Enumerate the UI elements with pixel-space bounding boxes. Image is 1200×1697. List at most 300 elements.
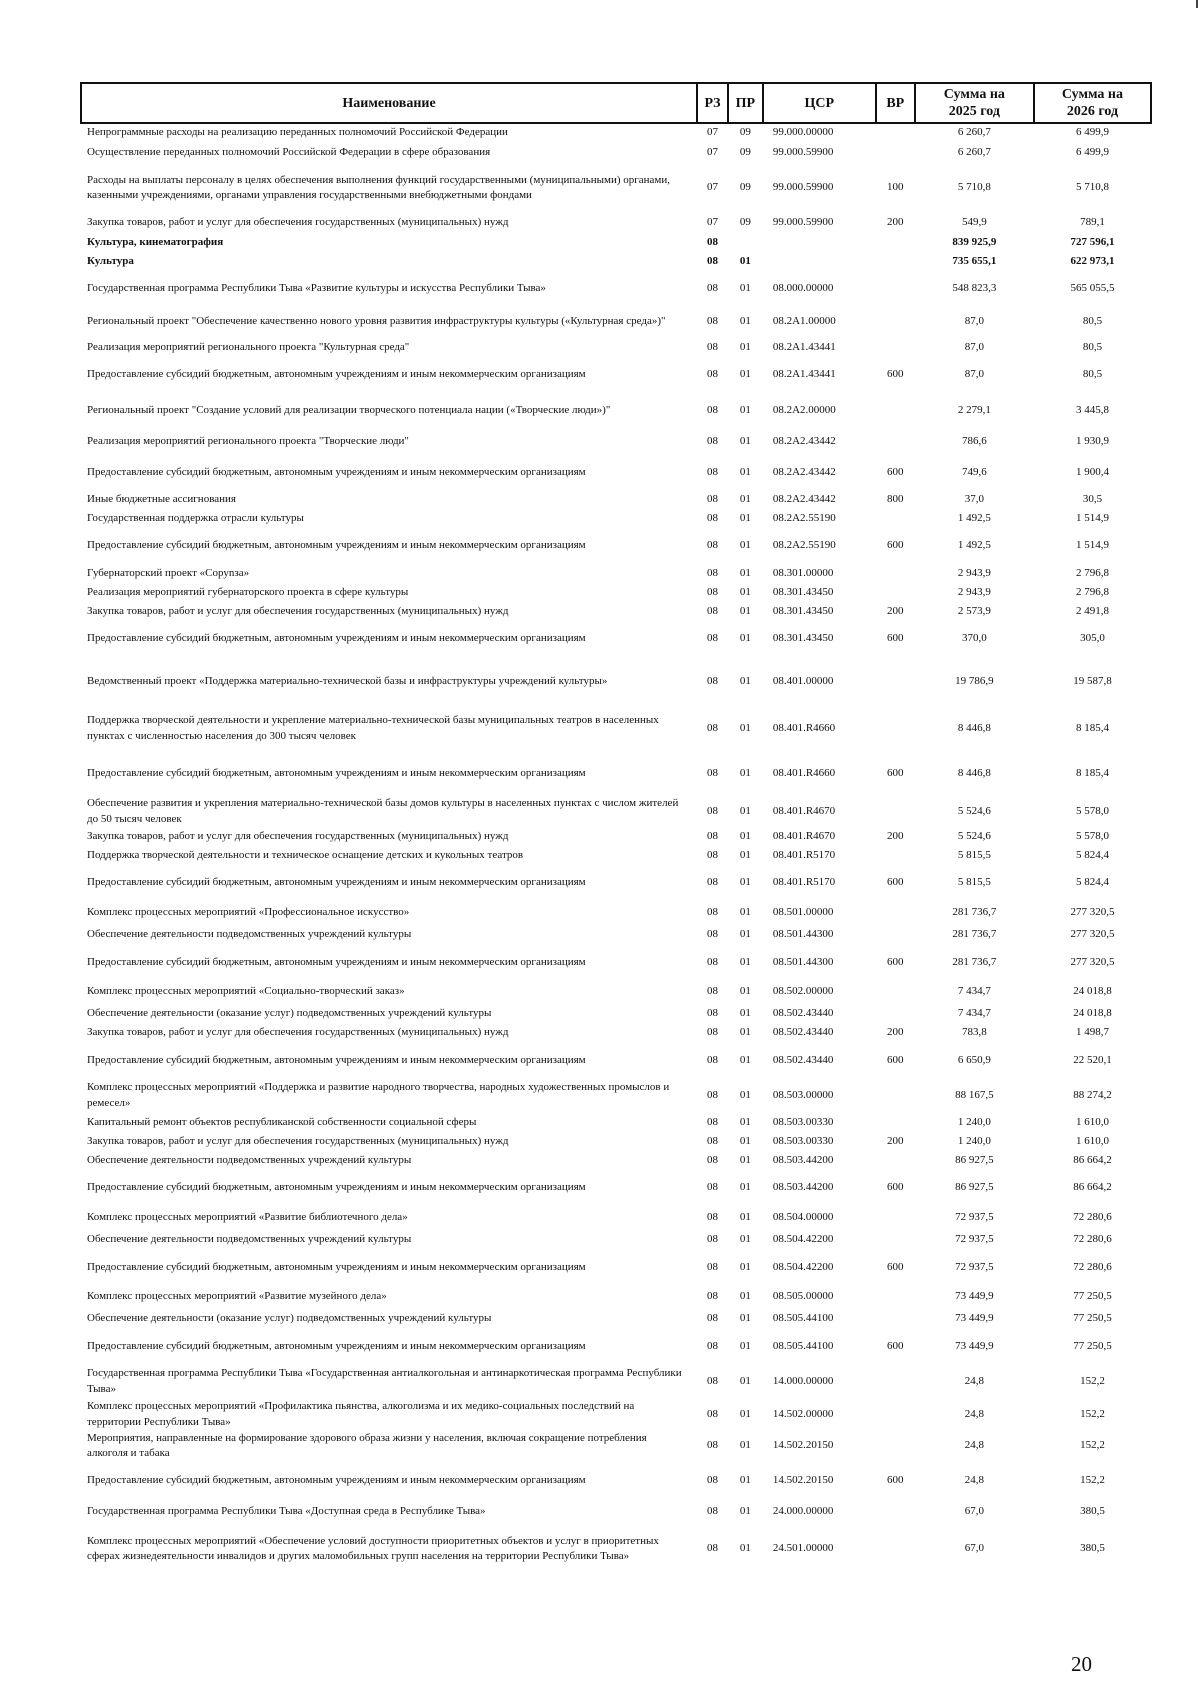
table-row [81, 827, 1151, 846]
cell-sum-2026: 5 710,8 [1075, 181, 1109, 194]
table-row [81, 602, 1151, 621]
cell-name: Реализация мероприятий регионального проекта "Творческие люди" [87, 435, 409, 448]
cell-csr: 08.2А2.00000 [772, 404, 836, 417]
cell-pr: 01 [739, 1260, 751, 1273]
cell-pr: 01 [739, 404, 751, 417]
cell-rz: 08 [707, 235, 718, 248]
cell-sum-2026: 80,5 [1082, 315, 1103, 328]
table-row [81, 509, 1151, 528]
cell-sum-2025: 2 573,9 [957, 604, 991, 617]
cell-sum-2025: 72 937,5 [955, 1260, 994, 1273]
cell-vr: 200 [887, 829, 904, 842]
cell-vr: 600 [887, 1339, 904, 1352]
cell-rz: 08 [707, 585, 718, 598]
cell-rz: 08 [707, 955, 718, 968]
cell-pr: 01 [739, 1407, 751, 1420]
cell-pr: 01 [739, 1053, 751, 1066]
cell-csr: 08.401.00000 [772, 674, 834, 687]
cell-sum-2025: 86 927,5 [955, 1153, 994, 1166]
cell-csr: 08.501.44300 [772, 928, 834, 941]
cell-vr [876, 233, 915, 252]
cell-vr: 600 [887, 1260, 904, 1273]
cell-sum-2026: 80,5 [1082, 340, 1103, 353]
cell-sum-2025: 2 279,1 [957, 404, 991, 417]
cell-rz: 08 [707, 1026, 718, 1039]
table-row [81, 796, 1151, 827]
cell-vr: 600 [887, 368, 904, 381]
cell-sum-2025: 24,8 [964, 1407, 984, 1420]
cell-name: Закупка товаров, работ и услуг для обеспечения государственных (муниципальных) нужд [87, 829, 509, 842]
table-row [81, 1329, 1151, 1364]
cell-pr: 01 [739, 368, 751, 381]
cell-sum-2025: 6 260,7 [957, 126, 991, 139]
cell-name: Поддержка творческой деятельности и укрепление материально-технической базы муниципальных театров в населенных пунктах с численностью населения до 300 тысяч человек [87, 714, 659, 742]
cell-sum-2026: 277 320,5 [1070, 928, 1115, 941]
cell-sum-2026: 1 610,0 [1075, 1134, 1109, 1147]
cell-vr: 600 [887, 465, 904, 478]
cell-pr: 01 [739, 1181, 751, 1194]
cell-sum-2025: 87,0 [964, 340, 984, 353]
cell-sum-2025: 24,8 [964, 1439, 984, 1452]
cell-pr: 01 [739, 1312, 751, 1325]
cell-name: Реализация мероприятий губернаторского проекта в сфере культуры [87, 585, 409, 598]
cell-sum-2026: 88 274,2 [1073, 1088, 1112, 1101]
table-row [81, 1078, 1151, 1113]
table-row [81, 1170, 1151, 1206]
table-row [81, 429, 1151, 455]
cell-name: Обеспечение деятельности подведомственных учреждений культуры [87, 928, 412, 941]
table-header-row [81, 83, 1151, 123]
table-row [81, 490, 1151, 509]
cell-pr: 01 [739, 804, 751, 817]
cell-sum-2026: 152,2 [1080, 1439, 1105, 1452]
cell-pr: 01 [739, 1006, 751, 1019]
cell-vr [876, 306, 915, 338]
cell-csr: 08.2А2.43442 [772, 492, 836, 505]
cell-vr [876, 271, 915, 306]
cell-rz: 08 [707, 254, 718, 267]
cell-sum-2026: 77 250,5 [1073, 1312, 1112, 1325]
header-csr: ЦСР [763, 83, 876, 123]
cell-sum-2025: 72 937,5 [955, 1233, 994, 1246]
cell-name: Комплекс процессных мероприятий «Развитие музейного дела» [87, 1290, 387, 1303]
cell-rz: 07 [707, 216, 718, 229]
cell-name: Расходы на выплаты персоналу в целях обеспечения выполнения функций государственными (муниципальными) органами, казенными учреждениями, органами управления государственными внебюджетными фондами [87, 173, 671, 201]
cell-csr: 08.2А1.43441 [772, 368, 836, 381]
cell-pr: 01 [739, 1026, 751, 1039]
cell-sum-2025: 67,0 [964, 1505, 984, 1518]
cell-name: Предоставление субсидий бюджетным, автономным учреждениям и иным некоммерческим организациям [87, 766, 586, 779]
cell-pr: 01 [739, 1088, 751, 1101]
cell-sum-2026: 24 018,8 [1073, 1006, 1112, 1019]
cell-sum-2025: 7 434,7 [957, 985, 991, 998]
cell-rz: 08 [707, 368, 718, 381]
cell-name: Предоставление субсидий бюджетным, автономным учреждениям и иным некоммерческим организациям [87, 876, 586, 889]
cell-sum-2025: 749,6 [961, 465, 987, 478]
cell-pr: 01 [739, 829, 751, 842]
cell-csr: 14.502.20150 [772, 1439, 834, 1452]
cell-sum-2026: 22 520,1 [1073, 1053, 1112, 1066]
cell-name: Региональный проект "Обеспечение качественно нового уровня развития инфраструктуры культуры («Культурная среда»)" [87, 315, 666, 328]
cell-rz: 08 [707, 928, 718, 941]
cell-pr: 01 [739, 315, 751, 328]
table-row [81, 980, 1151, 1004]
cell-rz: 08 [707, 281, 718, 294]
cell-csr [763, 233, 876, 252]
cell-vr: 200 [887, 216, 904, 229]
cell-rz: 08 [707, 1374, 718, 1387]
cell-csr: 08.503.44200 [772, 1153, 834, 1166]
cell-rz: 08 [707, 1153, 718, 1166]
cell-pr: 01 [739, 539, 751, 552]
cell-pr: 01 [739, 766, 751, 779]
cell-sum-2026: 8 185,4 [1075, 721, 1109, 734]
table-row [81, 1230, 1151, 1250]
cell-sum-2026: 1 610,0 [1075, 1115, 1109, 1128]
cell-vr: 100 [887, 181, 904, 194]
cell-name: Комплекс процессных мероприятий «Поддержка и развитие народного творчества, народных художественных промыслов и ремесел» [87, 1081, 670, 1109]
cell-rz: 08 [707, 539, 718, 552]
cell-sum-2025: 281 736,7 [952, 906, 997, 919]
cell-csr: 08.2А2.43442 [772, 435, 836, 448]
cell-sum-2025: 5 524,6 [957, 804, 991, 817]
cell-csr: 08.505.44100 [772, 1312, 834, 1325]
table-row [81, 945, 1151, 980]
cell-vr [876, 1004, 915, 1023]
cell-name: Закупка товаров, работ и услуг для обеспечения государственных (муниципальных) нужд [87, 216, 509, 229]
cell-vr: 600 [887, 1181, 904, 1194]
cell-vr: 600 [887, 632, 904, 645]
cell-sum-2025: 73 449,9 [955, 1312, 994, 1325]
cell-sum-2026: 2 796,8 [1075, 566, 1109, 579]
cell-sum-2026: 2 491,8 [1075, 604, 1109, 617]
cell-sum-2025: 281 736,7 [952, 955, 997, 968]
cell-pr: 01 [739, 1542, 751, 1555]
cell-sum-2026: 152,2 [1080, 1407, 1105, 1420]
cell-csr: 08.301.43450 [772, 604, 834, 617]
table-row [81, 123, 1151, 142]
cell-name: Комплекс процессных мероприятий «Профилактика пьянства, алкоголизма и их медико-социальных последствий на территории Республики Тыва» [87, 1400, 635, 1428]
cell-vr [876, 1206, 915, 1230]
cell-pr: 01 [739, 511, 751, 524]
cell-csr: 08.501.00000 [772, 906, 834, 919]
cell-csr [763, 252, 876, 271]
cell-vr [876, 1151, 915, 1170]
cell-rz: 08 [707, 1006, 718, 1019]
cell-sum-2025: 5 710,8 [957, 181, 991, 194]
cell-sum-2025: 1 240,0 [957, 1134, 991, 1147]
cell-vr: 200 [887, 604, 904, 617]
cell-csr: 08.502.00000 [772, 985, 834, 998]
table-row [81, 706, 1151, 751]
cell-sum-2026: 72 280,6 [1073, 1211, 1112, 1224]
cell-pr: 01 [739, 674, 751, 687]
cell-pr: 01 [739, 566, 751, 579]
cell-csr: 08.2А1.00000 [772, 315, 836, 328]
cell-sum-2026: 86 664,2 [1073, 1181, 1112, 1194]
cell-rz: 07 [707, 126, 718, 139]
table-row [81, 528, 1151, 564]
cell-rz: 08 [707, 632, 718, 645]
cell-sum-2026: 2 796,8 [1075, 585, 1109, 598]
cell-vr [876, 1309, 915, 1329]
cell-name: Государственная программа Республики Тыва «Доступная среда в Республике Тыва» [87, 1505, 486, 1518]
cell-vr: 200 [887, 1026, 904, 1039]
cell-name: Государственная программа Республики Тыва «Развитие культуры и искусства Республики Тыва» [87, 281, 546, 294]
cell-vr [876, 1364, 915, 1399]
cell-vr [876, 1430, 915, 1462]
table-row [81, 865, 1151, 901]
cell-name: Комплекс процессных мероприятий «Социально-творческий заказ» [87, 985, 405, 998]
table-row [81, 1043, 1151, 1078]
cell-sum-2026: 277 320,5 [1070, 955, 1115, 968]
table-row [81, 142, 1151, 163]
cell-sum-2026: 1 514,9 [1075, 511, 1109, 524]
cell-sum-2025: 549,9 [961, 216, 987, 229]
cell-sum-2025: 24,8 [964, 1473, 984, 1486]
cell-rz: 08 [707, 1473, 718, 1486]
cell-csr: 08.502.43440 [772, 1006, 834, 1019]
cell-name: Закупка товаров, работ и услуг для обеспечения государственных (муниципальных) нужд [87, 604, 509, 617]
cell-name: Предоставление субсидий бюджетным, автономным учреждениям и иным некоммерческим организациям [87, 465, 586, 478]
table-row [81, 338, 1151, 357]
cell-sum-2025: 786,6 [961, 435, 987, 448]
cell-name: Предоставление субсидий бюджетным, автономным учреждениям и иным некоммерческим организациям [87, 539, 586, 552]
cell-name: Предоставление субсидий бюджетным, автономным учреждениям и иным некоммерческим организациям [87, 632, 586, 645]
cell-sum-2026: 305,0 [1080, 632, 1105, 645]
cell-csr: 08.401.R5170 [772, 848, 836, 861]
cell-pr: 01 [739, 1439, 751, 1452]
cell-sum-2026: 24 018,8 [1073, 985, 1112, 998]
cell-rz: 08 [707, 674, 718, 687]
cell-vr [876, 564, 915, 583]
cell-rz: 07 [707, 145, 718, 158]
cell-sum-2025: 6 260,7 [957, 145, 991, 158]
cell-sum-2025: 6 650,9 [957, 1053, 991, 1066]
cell-pr: 01 [739, 604, 751, 617]
cell-csr: 08.301.43450 [772, 585, 834, 598]
cell-pr: 01 [739, 632, 751, 645]
budget-table [80, 82, 1152, 1573]
cell-pr: 01 [739, 906, 751, 919]
cell-name: Региональный проект "Создание условий для реализации творческого потенциала нации («Творческие люди»)" [87, 404, 611, 417]
cell-vr [876, 1113, 915, 1132]
cell-sum-2025: 735 655,1 [952, 254, 997, 267]
cell-rz: 08 [707, 1260, 718, 1273]
table-body [81, 123, 1151, 1573]
header-vr: ВР [876, 83, 915, 123]
cell-sum-2026: 277 320,5 [1070, 906, 1115, 919]
cell-csr: 08.401.R5170 [772, 876, 836, 889]
cell-rz: 08 [707, 1053, 718, 1066]
cell-csr: 08.505.44100 [772, 1339, 834, 1352]
table-row [81, 1525, 1151, 1573]
cell-sum-2026: 152,2 [1080, 1473, 1105, 1486]
cell-vr [876, 1399, 915, 1430]
cell-sum-2025: 370,0 [961, 632, 987, 645]
table-row [81, 1250, 1151, 1285]
cell-name: Осуществление переданных полномочий Российской Федерации в сфере образования [87, 145, 491, 158]
cell-rz: 08 [707, 1542, 718, 1555]
cell-csr: 08.2А2.55190 [772, 539, 836, 552]
cell-pr: 01 [739, 985, 751, 998]
cell-rz: 08 [707, 1505, 718, 1518]
cell-sum-2026: 86 664,2 [1073, 1153, 1112, 1166]
cell-sum-2025: 73 449,9 [955, 1290, 994, 1303]
cell-vr [876, 338, 915, 357]
cell-name: Ведомственный проект «Поддержка материально-технической базы и инфраструктуры учреждений культуры» [87, 674, 608, 687]
cell-rz: 08 [707, 566, 718, 579]
cell-sum-2026: 622 973,1 [1070, 254, 1115, 267]
cell-pr: 01 [739, 1374, 751, 1387]
cell-csr: 99.000.59900 [772, 145, 834, 158]
cell-sum-2026: 380,5 [1080, 1505, 1105, 1518]
cell-vr [876, 925, 915, 945]
cell-csr: 08.502.43440 [772, 1026, 834, 1039]
cell-rz: 08 [707, 1233, 718, 1246]
cell-name: Губернаторский проект «Соруnза» [87, 566, 250, 579]
cell-rz: 08 [707, 1115, 718, 1128]
cell-sum-2025: 281 736,7 [952, 928, 997, 941]
table-row [81, 306, 1151, 338]
table-row [81, 1430, 1151, 1462]
cell-vr [876, 1230, 915, 1250]
cell-rz: 08 [707, 511, 718, 524]
cell-rz: 08 [707, 876, 718, 889]
cell-vr [876, 583, 915, 602]
cell-pr: 01 [739, 876, 751, 889]
table-row [81, 1206, 1151, 1230]
cell-name: Непрограммные расходы на реализацию переданных полномочий Российской Федерации [87, 126, 508, 139]
cell-sum-2026: 5 578,0 [1075, 804, 1109, 817]
cell-rz: 08 [707, 804, 718, 817]
cell-pr: 01 [739, 254, 751, 267]
cell-vr: 800 [887, 492, 904, 505]
page-number: 20 [1071, 1652, 1092, 1676]
cell-name: Комплекс процессных мероприятий «Развитие библиотечного дела» [87, 1211, 408, 1224]
cell-sum-2025: 67,0 [964, 1542, 984, 1555]
header-sum-2025 [915, 83, 1034, 123]
cell-pr: 01 [739, 1339, 751, 1352]
cell-sum-2025: 5 815,5 [957, 848, 991, 861]
cell-sum-2026: 789,1 [1080, 216, 1105, 229]
table-row [81, 213, 1151, 233]
cell-vr [876, 846, 915, 865]
cell-name: Закупка товаров, работ и услуг для обеспечения государственных (муниципальных) нужд [87, 1134, 509, 1147]
cell-vr [876, 429, 915, 455]
cell-csr: 08.401.R4670 [772, 829, 836, 842]
cell-csr: 08.000.00000 [772, 281, 834, 294]
table-row [81, 1004, 1151, 1023]
cell-rz: 08 [707, 404, 718, 417]
table-row [81, 233, 1151, 252]
cell-sum-2026: 1 514,9 [1075, 539, 1109, 552]
cell-pr: 09 [739, 145, 751, 158]
cell-vr [876, 901, 915, 925]
cell-name: Комплекс процессных мероприятий «Профессиональное искусство» [87, 906, 410, 919]
cell-csr: 08.503.44200 [772, 1181, 834, 1194]
cell-sum-2025: 839 925,9 [952, 235, 997, 248]
cell-sum-2026: 380,5 [1080, 1542, 1105, 1555]
cell-vr [876, 980, 915, 1004]
table-row [81, 621, 1151, 657]
cell-sum-2025: 87,0 [964, 368, 984, 381]
header-sum-2025-line2: 2025 год [948, 104, 1000, 119]
table-row [81, 583, 1151, 602]
table-row [81, 564, 1151, 583]
cell-csr: 08.505.00000 [772, 1290, 834, 1303]
cell-sum-2025: 19 786,9 [955, 674, 994, 687]
cell-sum-2025: 1 492,5 [957, 539, 991, 552]
table-row [81, 657, 1151, 706]
cell-sum-2025: 2 943,9 [957, 585, 991, 598]
cell-csr: 99.000.59900 [772, 216, 834, 229]
cell-vr [876, 252, 915, 271]
cell-sum-2025: 2 943,9 [957, 566, 991, 579]
cell-pr: 01 [739, 955, 751, 968]
cell-rz: 08 [707, 906, 718, 919]
table-row [81, 751, 1151, 796]
cell-pr: 01 [739, 492, 751, 505]
cell-vr: 600 [887, 955, 904, 968]
cell-csr: 08.2А1.43441 [772, 340, 836, 353]
cell-sum-2025: 5 524,6 [957, 829, 991, 842]
cell-csr: 08.401.R4660 [772, 721, 836, 734]
cell-vr [876, 123, 915, 142]
cell-rz: 08 [707, 1211, 718, 1224]
cell-rz: 08 [707, 492, 718, 505]
cell-sum-2026: 5 578,0 [1075, 829, 1109, 842]
cell-sum-2026: 5 824,4 [1075, 848, 1109, 861]
header-name: Наименование [81, 83, 697, 123]
cell-rz: 08 [707, 721, 718, 734]
cell-csr: 08.503.00330 [772, 1134, 834, 1147]
cell-pr: 01 [739, 1134, 751, 1147]
cell-rz: 08 [707, 1134, 718, 1147]
cell-vr [876, 796, 915, 827]
cell-sum-2026: 8 185,4 [1075, 766, 1109, 779]
cell-vr [876, 1285, 915, 1309]
cell-rz: 08 [707, 604, 718, 617]
cell-vr [876, 1499, 915, 1525]
cell-pr [728, 233, 763, 252]
cell-csr: 08.504.00000 [772, 1211, 834, 1224]
cell-csr: 14.502.20150 [772, 1473, 834, 1486]
cell-csr: 08.2А2.55190 [772, 511, 836, 524]
cell-name: Мероприятия, направленные на формирование здорового образа жизни у населения, включая сокращение потребления алкоголя и табака [87, 1431, 647, 1459]
cell-name: Обеспечение деятельности подведомственных учреждений культуры [87, 1153, 412, 1166]
cell-csr: 08.503.00330 [772, 1115, 834, 1128]
cell-sum-2026: 6 499,9 [1075, 145, 1109, 158]
cell-pr: 09 [739, 216, 751, 229]
cell-sum-2025: 548 823,3 [952, 281, 997, 294]
table-row [81, 393, 1151, 429]
header-rz: РЗ [697, 83, 728, 123]
cell-rz: 08 [707, 1181, 718, 1194]
cell-sum-2025: 1 492,5 [957, 511, 991, 524]
table-row [81, 252, 1151, 271]
cell-rz: 08 [707, 1312, 718, 1325]
cell-pr: 01 [739, 340, 751, 353]
cell-vr [876, 142, 915, 163]
table-row [81, 1132, 1151, 1151]
cell-csr: 14.502.00000 [772, 1407, 834, 1420]
cell-name: Обеспечение развития и укрепления материально-технической базы домов культуры в населенных пунктах с числом жителей до 50 тысяч человек [87, 797, 679, 825]
cell-sum-2025: 8 446,8 [957, 766, 991, 779]
cell-rz: 08 [707, 1290, 718, 1303]
cell-vr: 600 [887, 766, 904, 779]
cell-sum-2026: 1 900,4 [1075, 465, 1109, 478]
